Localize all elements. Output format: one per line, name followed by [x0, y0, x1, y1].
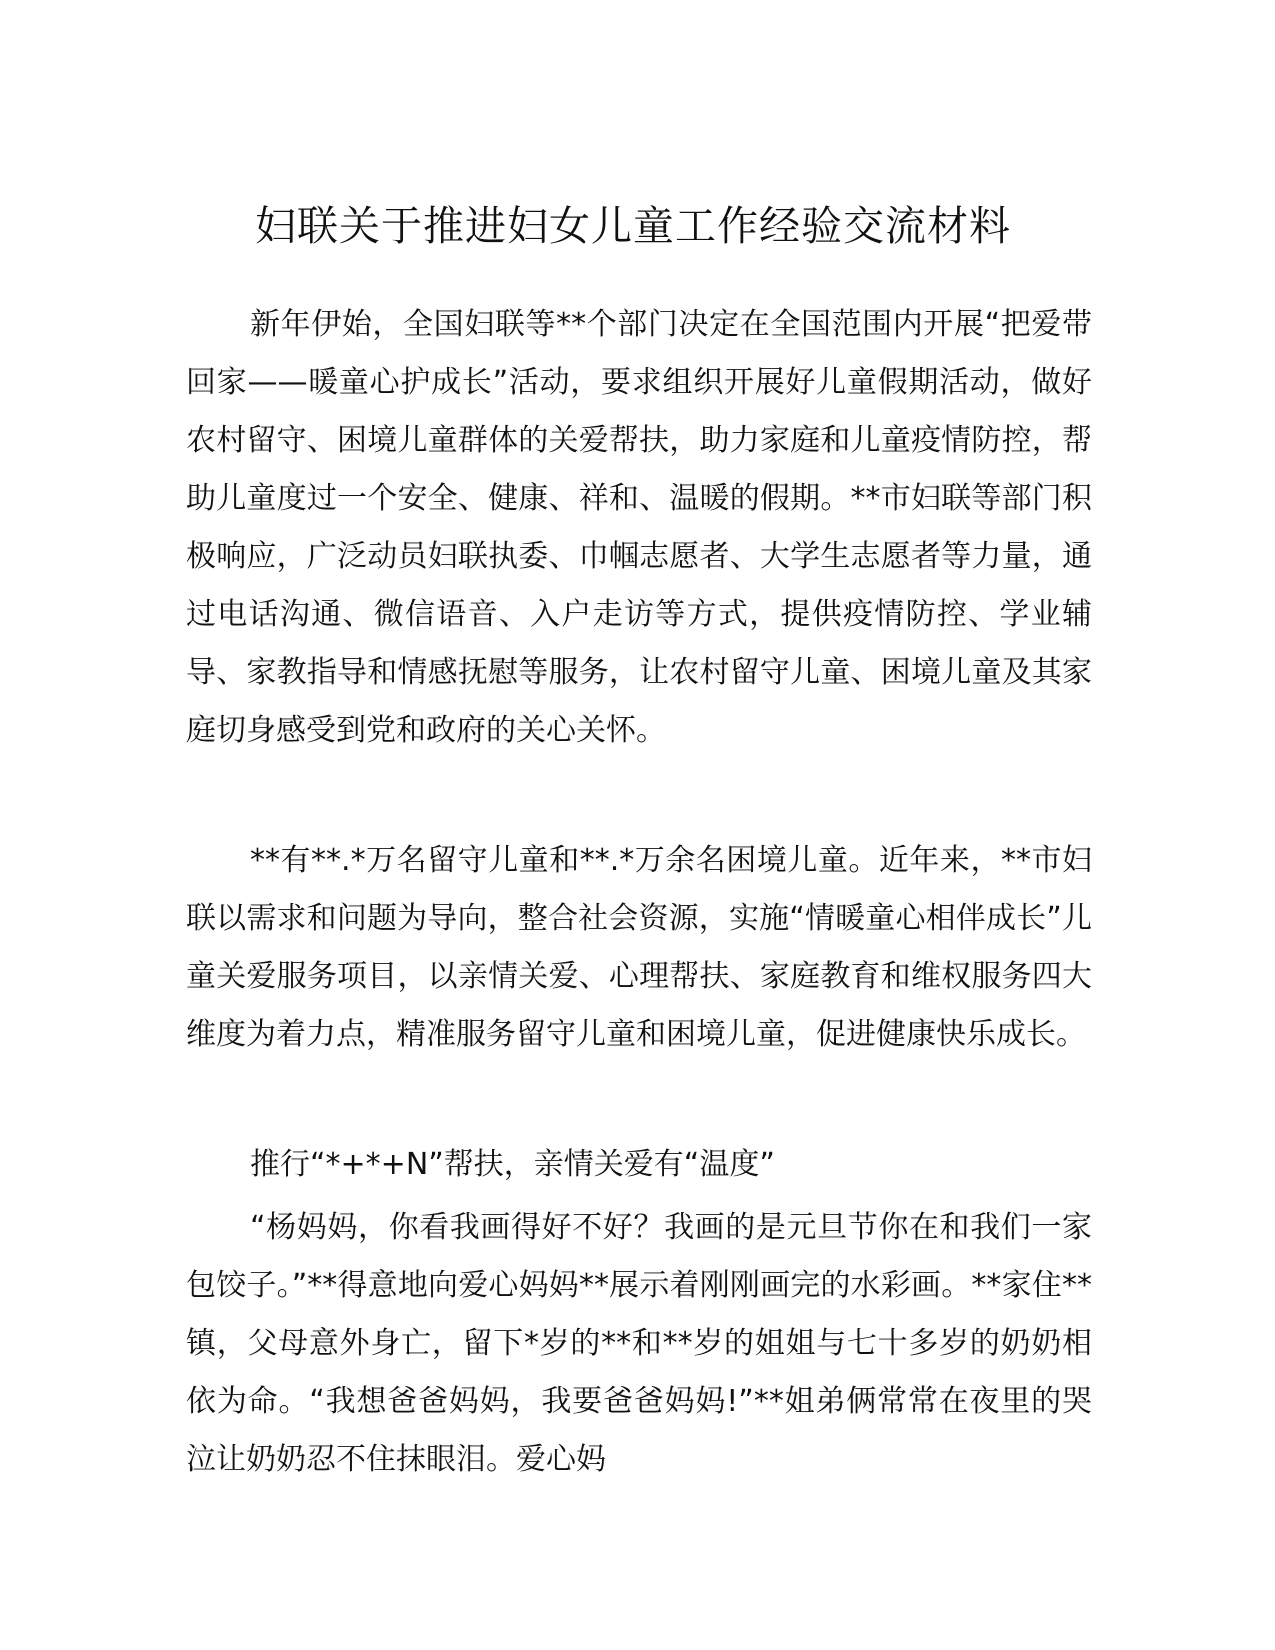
paragraph-story: “杨妈妈，你看我画得好不好？我画的是元旦节你在和我们一家包饺子。”**得意地向爱心妈妈**展示着刚刚画完的水彩画。**家住**镇，父母意外身亡，留下*岁的**和**岁的姐姐与七十多岁的奶奶相依为命。“我想爸爸妈妈，我要爸爸妈妈!”**姐弟俩常常在夜里的哭泣让奶奶忍不住抹眼泪。爱心妈 [186, 1210, 1092, 1477]
document-title: 妇联关于推进妇女儿童工作经验交流材料 [255, 202, 1011, 250]
section-heading: 推行“*+*+N”帮扶，亲情关爱有“温度” [250, 1147, 775, 1182]
paragraph-overview: **有**.*万名留守儿童和**.*万余名困境儿童。近年来，**市妇联以需求和问题为导向，整合社会资源，实施“情暖童心相伴成长”儿童关爱服务项目，以亲情关爱、心理帮扶、家庭教育和维权服务四大维度为着力点，精准服务留守儿童和困境儿童，促进健康快乐成长。 [186, 843, 1092, 1052]
paragraph-intro: 新年伊始，全国妇联等**个部门决定在全国范围内开展“把爱带回家——暖童心护成长”活动，要求组织开展好儿童假期活动，做好农村留守、困境儿童群体的关爱帮扶，助力家庭和儿童疫情防控，帮助儿童度过一个安全、健康、祥和、温暖的假期。**市妇联等部门积极响应，广泛动员妇联执委、巾帼志愿者、大学生志愿者等力量，通过电话沟通、微信语音、入户走访等方式，提供疫情防控、学业辅导、家教指导和情感抚慰等服务，让农村留守儿童、困境儿童及其家庭切身感受到党和政府的关心关怀。 [186, 307, 1092, 748]
